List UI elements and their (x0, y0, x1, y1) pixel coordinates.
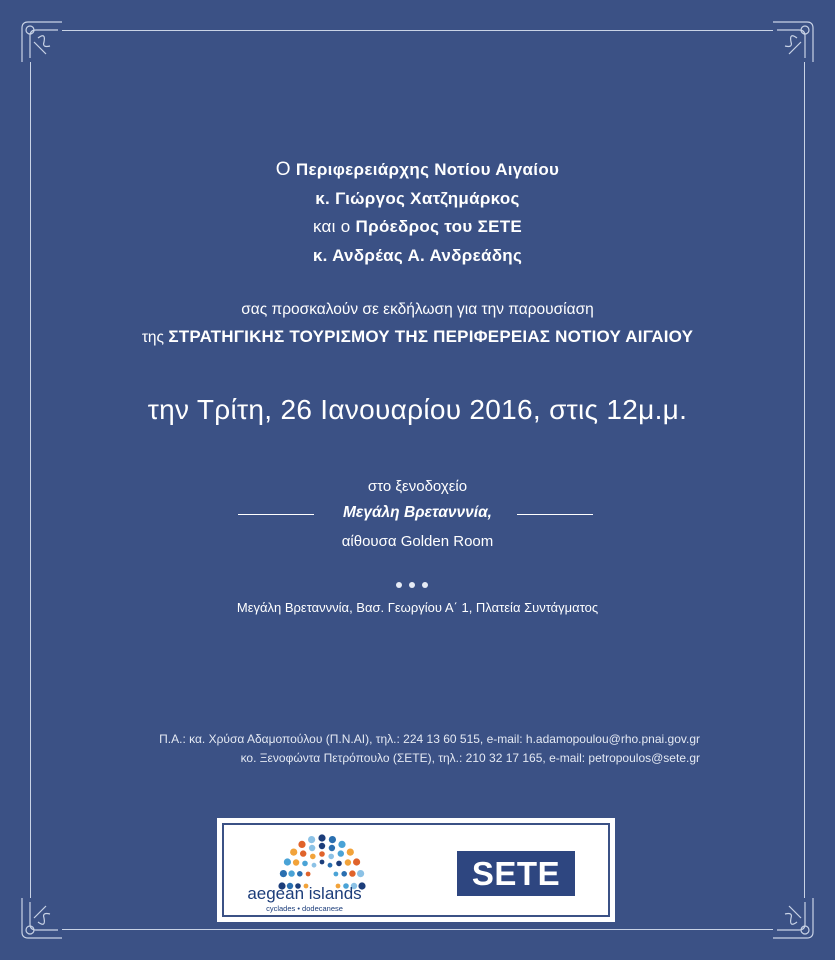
logo-dot (302, 861, 308, 867)
logo-dot (288, 870, 294, 876)
frame-bottom-line (62, 929, 773, 930)
logo-dot (329, 845, 335, 851)
aegean-islands-logo-mark (277, 828, 367, 890)
contact-line-1: Π.Α.: κα. Χρύσα Αδαμοπούλου (Π.Ν.ΑΙ), τηλ.: 224 13 60 515, e-mail: h.adamopoulou@rho.pnai.gov.gr (159, 732, 700, 746)
host-name-1: κ. Γιώργος Χατζημάρκος (315, 188, 520, 208)
contact-line-2: κο. Ξενοφώντα Πετρόπουλο (ΣΕΤΕ), τηλ.: 210 32 17 165, e-mail: petropoulos@sete.gr (240, 751, 700, 765)
logo-dot (319, 851, 325, 857)
host-conjunction: και ο (312, 217, 351, 236)
venue-address: Μεγάλη Βρετανννία, Βασ. Γεωργίου Α΄ 1, Πλατεία Συντάγματος (236, 600, 599, 615)
logo-dot (336, 861, 342, 867)
logo-dot (341, 871, 347, 877)
aegean-islands-logo-text: aegean islands (247, 884, 362, 903)
host-title-regional-governor: Περιφερειάρχης Νοτίου Αιγαίου (295, 160, 560, 179)
host-name-2: κ. Ανδρέας Α. Ανδρεάδης (312, 245, 523, 265)
invitation-line-1: σας προσκαλούν σε εκδήλωση για την παρουσίαση (241, 301, 594, 318)
contacts-block (140, 730, 700, 768)
invitation-block (0, 296, 835, 351)
separator-dots (396, 575, 435, 593)
venue-intro: στο ξενοδοχείο (367, 478, 468, 495)
logo-dot (318, 834, 325, 841)
venue-room: αίθουσα Golden Room (341, 533, 494, 550)
logo-dot (300, 850, 306, 856)
logo-dot (280, 870, 287, 877)
logo-dot (329, 836, 336, 843)
venue-hotel: Μεγάλη Βρετανννία, (343, 504, 492, 521)
logo-dot (345, 859, 351, 865)
logos-panel (217, 818, 615, 922)
corner-ornament-top-right (769, 18, 817, 66)
logo-dot (293, 859, 299, 865)
corner-ornament-bottom-right (769, 894, 817, 942)
corner-ornament-bottom-left (18, 894, 66, 942)
logo-dot (309, 845, 315, 851)
logo-dot (328, 854, 334, 860)
corner-ornament-top-left (18, 18, 66, 66)
event-date: την Τρίτη, 26 Ιανουαρίου 2016, στις 12μ.μ. (147, 394, 688, 425)
invitation-line-2 (0, 323, 835, 351)
logo-dot (338, 841, 345, 848)
logo-dot (310, 854, 316, 860)
logo-dot (284, 858, 291, 865)
logo-dot (306, 872, 311, 877)
frame-top-line (62, 30, 773, 31)
hosts-block (0, 156, 835, 270)
logo-dot (290, 849, 297, 856)
logo-dot (319, 843, 325, 849)
host-line-1 (0, 156, 835, 185)
venue-divider-right (517, 514, 593, 515)
logo-dot (334, 872, 339, 877)
logo-dot (349, 870, 355, 876)
sete-logo: SETE (457, 851, 575, 896)
logo-dot (328, 863, 333, 868)
logo-dot (338, 850, 344, 856)
logo-dot (308, 836, 315, 843)
logo-dot (297, 871, 303, 877)
host-line-3 (0, 213, 835, 242)
logo-dot (353, 858, 360, 865)
logo-dot (357, 870, 364, 877)
logo-dot (298, 841, 305, 848)
logo-dot (312, 863, 317, 868)
aegean-islands-tagline: cyclades • dodecanese (266, 904, 343, 913)
host-title-sete-president: Πρόεδρος του ΣΕΤΕ (355, 217, 523, 236)
host-article: Ο (275, 159, 291, 180)
logo-dot (347, 849, 354, 856)
logo-dot (320, 860, 325, 865)
invitation-prefix: της (141, 329, 165, 346)
event-title: ΣΤΡΑΤΗΓΙΚΗΣ ΤΟΥΡΙΣΜΟΥ ΤΗΣ ΠΕΡΙΦΕΡΕΙΑΣ ΝΟΤΙΟΥ ΑΙΓΑΙΟΥ (168, 327, 694, 346)
